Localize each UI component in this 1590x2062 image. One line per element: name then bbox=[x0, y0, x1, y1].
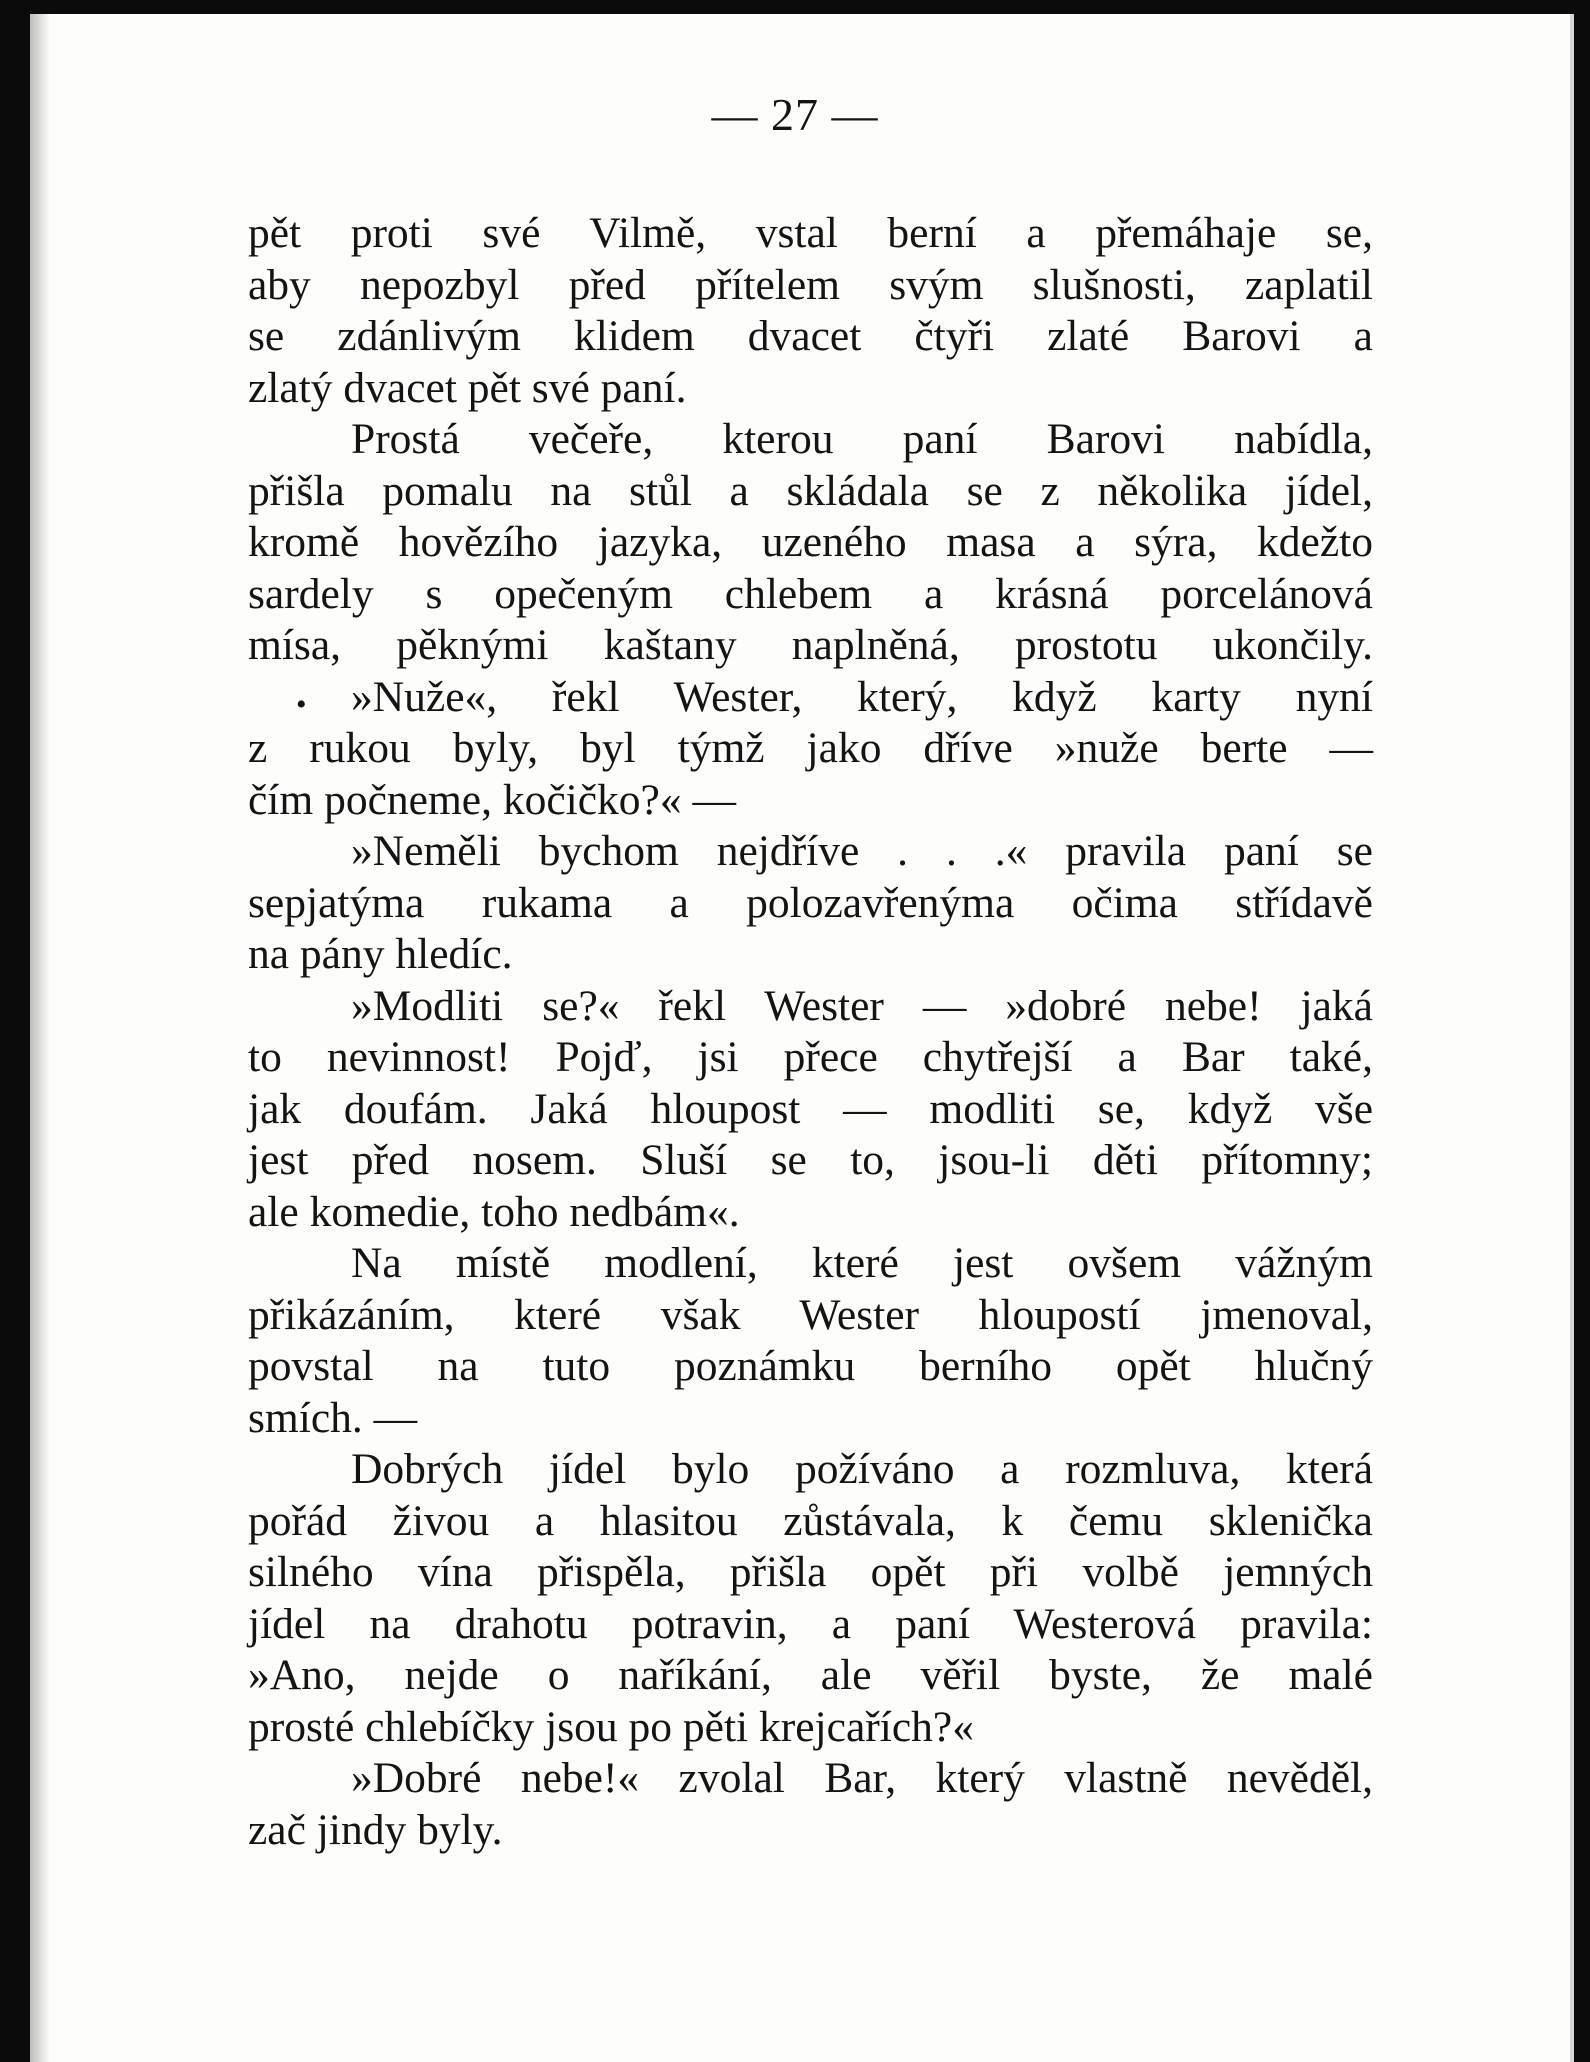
text-line: to nevinnost! Pojď, jsi přece chytřejší a Bar také, bbox=[248, 1033, 1373, 1081]
text-line: zlatý dvacet pět své paní. bbox=[248, 363, 687, 412]
text-line: Na místě modlení, které jest ovšem vážným bbox=[351, 1239, 1373, 1287]
text-line: přikázáním, které však Wester hloupostí jmenoval, bbox=[248, 1290, 1373, 1339]
text-line: se zdánlivým klidem dvacet čtyři zlaté Barovi a bbox=[248, 312, 1373, 360]
text-line: smích. — bbox=[248, 1393, 418, 1442]
text-line: zač jindy byly. bbox=[248, 1805, 503, 1854]
text-line: silného vína přispěla, přišla opět při volbě jemných bbox=[248, 1548, 1373, 1596]
text-line: čím počneme, kočičko?« — bbox=[248, 775, 736, 824]
stray-bullet-mark: • bbox=[296, 688, 307, 721]
text-line: »Neměli bychom nejdříve . . .« pravila paní se bbox=[351, 827, 1373, 875]
text-line: pořád živou a hlasitou zůstávala, k čemu sklenička bbox=[248, 1496, 1373, 1545]
text-line: jak doufám. Jaká hloupost — modliti se, když vše bbox=[248, 1084, 1373, 1133]
text-line: jest před nosem. Sluší se to, jsou-li děti přítomny; bbox=[248, 1136, 1373, 1184]
body-text bbox=[248, 208, 1373, 1856]
text-line: přišla pomalu na stůl a skládala se z několika jídel, bbox=[248, 466, 1373, 515]
text-line: prosté chlebíčky jsou po pěti krejcařích?« bbox=[248, 1702, 974, 1751]
text-line: aby nepozbyl před přítelem svým slušnosti, zaplatil bbox=[248, 260, 1373, 309]
text-line: na pány hledíc. bbox=[248, 930, 513, 978]
text-line: ale komedie, toho nedbám«. bbox=[248, 1187, 740, 1236]
text-line: Dobrých jídel bylo požíváno a rozmluva, která bbox=[351, 1445, 1373, 1493]
scan-border-left bbox=[0, 0, 30, 2062]
scan-border-top bbox=[0, 0, 1590, 14]
text-line: z rukou byly, byl týmž jako dříve »nuže berte — bbox=[248, 724, 1373, 772]
text-line: kromě hovězího jazyka, uzeného masa a sýra, kdežto bbox=[248, 518, 1373, 566]
text-line: »Dobré nebe!« zvolal Bar, který vlastně nevěděl, bbox=[351, 1754, 1373, 1802]
text-line: Prostá večeře, kterou paní Barovi nabídla, bbox=[351, 415, 1373, 463]
text-line: sepjatýma rukama a polozavřenýma očima střídavě bbox=[248, 878, 1373, 927]
scan-border-right bbox=[1574, 0, 1590, 2062]
binding-shadow bbox=[30, 14, 50, 2062]
text-line: mísa, pěknými kaštany naplněná, prostotu ukončily. bbox=[248, 621, 1373, 669]
text-line: »Nuže«, řekl Wester, který, když karty nyní bbox=[351, 672, 1373, 721]
page-number: — 27 — bbox=[711, 89, 879, 140]
text-line: sardely s opečeným chlebem a krásná porcelánová bbox=[248, 569, 1373, 618]
page-edge-line bbox=[1570, 14, 1574, 2062]
text-line: »Ano, nejde o naříkání, ale věřil byste, že malé bbox=[248, 1651, 1373, 1699]
text-line: povstal na tuto poznámku berního opět hlučný bbox=[248, 1342, 1373, 1390]
text-line: pět proti své Vilmě, vstal berní a přemáhaje se, bbox=[248, 209, 1373, 257]
text-line: jídel na drahotu potravin, a paní Westerová pravila: bbox=[248, 1599, 1373, 1648]
text-line: »Modliti se?« řekl Wester — »dobré nebe! jaká bbox=[351, 981, 1373, 1030]
